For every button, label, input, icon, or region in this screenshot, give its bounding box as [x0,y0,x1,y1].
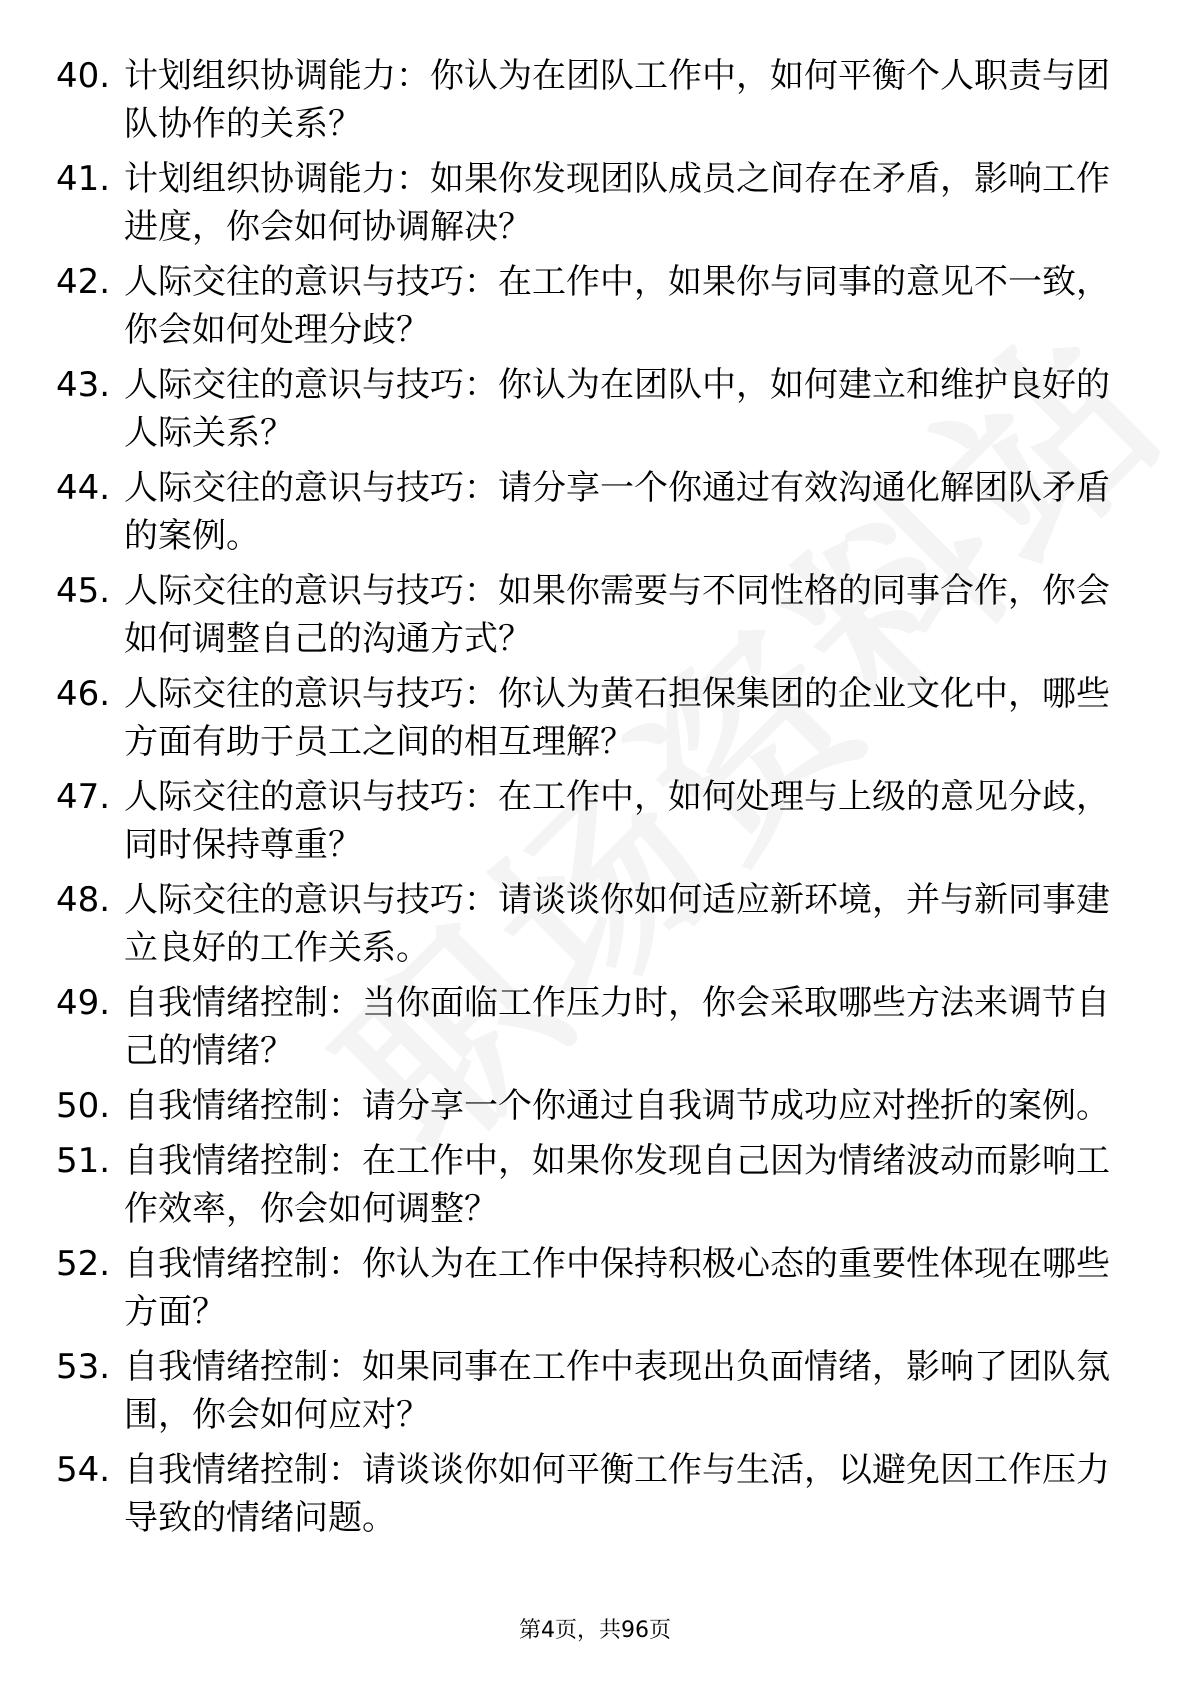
question-number: 49. [56,983,111,1023]
question-text: 计划组织协调能力：如果你发现团队成员之间存在矛盾，影响工作进度，你会如何协调解决？ [124,159,1110,247]
question-text: 人际交往的意识与技巧：在工作中，如何处理与上级的意见分歧，同时保持尊重？ [124,777,1110,865]
question-text: 人际交往的意识与技巧：在工作中，如果你与同事的意见不一致，你会如何处理分歧？ [124,262,1110,350]
question-item [56,464,1116,560]
question-item [56,258,1116,354]
question-number: 44. [56,468,111,508]
question-text: 人际交往的意识与技巧：你认为黄石担保集团的企业文化中，哪些方面有助于员工之间的相互理解？ [124,674,1110,762]
question-item [56,567,1116,663]
question-item [56,1137,1116,1233]
question-number: 40. [56,56,111,96]
question-item [56,1240,1116,1336]
question-number: 46. [56,674,111,714]
question-number: 50. [56,1086,111,1126]
question-text: 自我情绪控制：在工作中，如果你发现自己因为情绪波动而影响工作效率，你会如何调整？ [124,1141,1110,1229]
question-item [56,1082,1116,1130]
question-item [56,1446,1116,1542]
question-text: 人际交往的意识与技巧：你认为在团队中，如何建立和维护良好的人际关系？ [124,365,1110,453]
question-text: 人际交往的意识与技巧：请谈谈你如何适应新环境，并与新同事建立良好的工作关系。 [124,880,1110,968]
page-number-label: 第4页，共96页 [519,1618,671,1643]
question-list [56,52,1116,1549]
question-item [56,361,1116,457]
question-number: 54. [56,1450,111,1490]
page-footer [0,1616,1190,1646]
question-number: 48. [56,880,111,920]
question-number: 43. [56,365,111,405]
question-item [56,773,1116,869]
question-number: 53. [56,1347,111,1387]
question-number: 45. [56,571,111,611]
question-text: 自我情绪控制：当你面临工作压力时，你会采取哪些方法来调节自己的情绪？ [124,983,1110,1071]
question-number: 41. [56,159,111,199]
question-number: 42. [56,262,111,302]
question-number: 51. [56,1141,111,1181]
question-text: 人际交往的意识与技巧：如果你需要与不同性格的同事合作，你会如何调整自己的沟通方式？ [124,571,1110,659]
question-item [56,876,1116,972]
question-text: 自我情绪控制：如果同事在工作中表现出负面情绪，影响了团队氛围，你会如何应对？ [124,1347,1110,1435]
question-text: 自我情绪控制：你认为在工作中保持积极心态的重要性体现在哪些方面？ [124,1244,1110,1332]
question-text: 计划组织协调能力：你认为在团队工作中，如何平衡个人职责与团队协作的关系？ [124,56,1110,144]
question-text: 自我情绪控制：请谈谈你如何平衡工作与生活，以避免因工作压力导致的情绪问题。 [124,1450,1110,1538]
question-item [56,1343,1116,1439]
question-number: 52. [56,1244,111,1284]
question-text: 人际交往的意识与技巧：请分享一个你通过有效沟通化解团队矛盾的案例。 [124,468,1110,556]
question-text: 自我情绪控制：请分享一个你通过自我调节成功应对挫折的案例。 [124,1086,1110,1126]
question-number: 47. [56,777,111,817]
question-item [56,979,1116,1075]
question-item [56,52,1116,148]
question-item [56,670,1116,766]
question-item [56,155,1116,251]
